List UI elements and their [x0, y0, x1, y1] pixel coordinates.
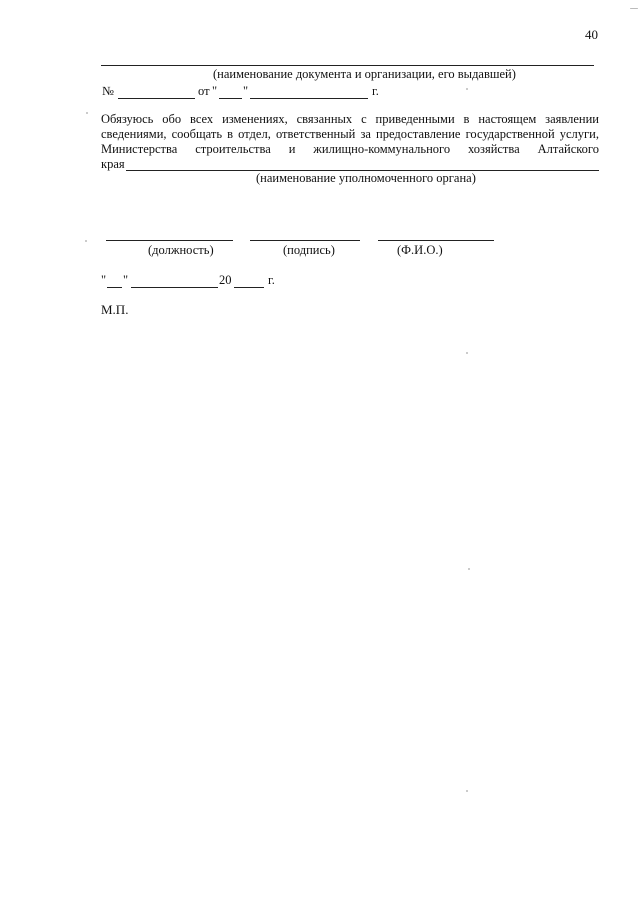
number-sign: № — [102, 84, 114, 98]
scan-speck — [466, 790, 468, 792]
date-quote-open: " — [212, 84, 218, 98]
scan-speck — [466, 88, 468, 90]
scan-speck — [466, 352, 468, 354]
signature-blank — [250, 240, 360, 241]
year-suffix-2: г. — [268, 273, 275, 287]
page-number: 40 — [585, 27, 598, 42]
day-blank — [219, 98, 242, 99]
scan-speck — [85, 240, 87, 242]
stamp-place: М.П. — [101, 302, 129, 317]
scan-speck — [630, 8, 638, 9]
signature-caption: (подпись) — [283, 243, 335, 257]
date-quote-open-2: " — [101, 273, 107, 287]
position-blank — [106, 240, 233, 241]
from-label: от — [198, 84, 210, 98]
paragraph-line-3: Министерства строительства и жилищно-коммунального хозяйства Алтайского — [101, 142, 599, 156]
position-caption: (должность) — [148, 243, 214, 257]
scan-speck — [86, 112, 88, 114]
year-blank — [234, 287, 264, 288]
number-blank — [118, 98, 195, 99]
day-blank-2 — [107, 287, 122, 288]
org-name-caption: (наименование уполномоченного органа) — [256, 171, 476, 185]
scan-speck — [468, 568, 470, 570]
paragraph-line-1: Обязуюсь обо всех изменениях, связанных с приведенными в настоящем заявлении — [101, 112, 599, 126]
date-quote-close: " — [243, 84, 249, 98]
month-blank — [250, 98, 368, 99]
doc-name-caption: (наименование документа и организации, его выдавшей) — [213, 67, 516, 81]
century-label: 20 — [219, 273, 232, 287]
year-suffix: г. — [372, 84, 379, 98]
fio-blank — [378, 240, 494, 241]
paragraph-line-2: сведениями, сообщать в отдел, ответственный за предоставление государственной услуги, — [101, 127, 599, 141]
date-quote-close-2: " — [123, 273, 129, 287]
month-blank-2 — [131, 287, 218, 288]
paragraph-line-4: края — [101, 157, 125, 171]
fio-caption: (Ф.И.О.) — [397, 243, 443, 257]
doc-name-underline — [101, 65, 594, 66]
commitment-paragraph — [101, 112, 599, 172]
